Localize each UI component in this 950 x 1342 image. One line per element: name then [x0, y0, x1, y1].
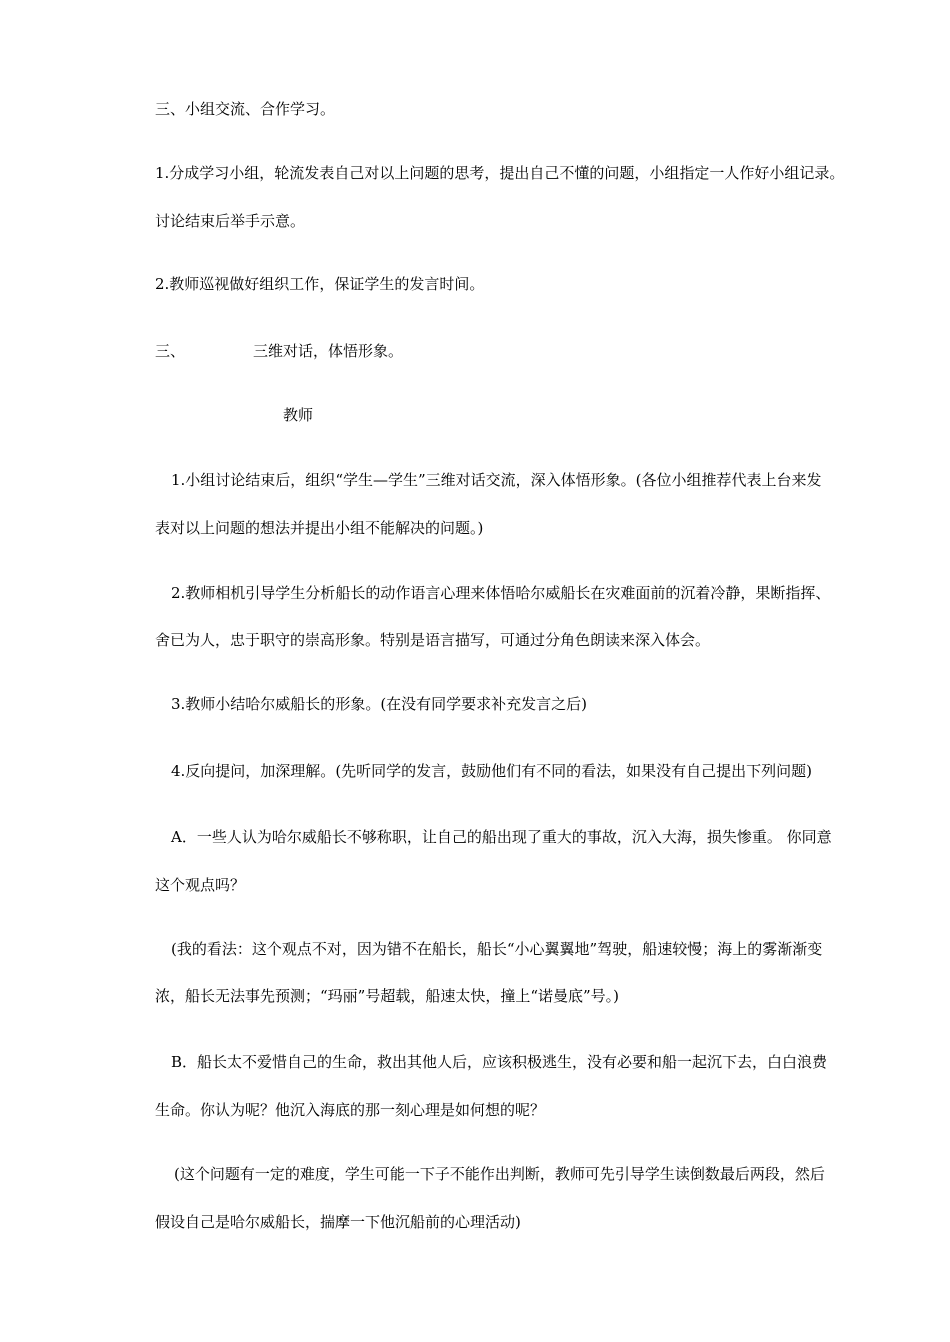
- section-heading: 三维对话，体悟形象。: [253, 342, 404, 360]
- paragraph-line: B．船长太不爱惜自己的生命，救出其他人后，应该积极逃生，没有必要和船一起沉下去，白白浪费: [171, 1053, 828, 1071]
- paragraph-line: 浓，船长无法事先预测；“玛丽”号超载，船速太快，撞上“诺曼底”号。): [155, 987, 620, 1005]
- paragraph-line: 2.教师巡视做好组织工作，保证学生的发言时间。: [155, 275, 485, 293]
- paragraph-line: 讨论结束后举手示意。: [155, 212, 306, 230]
- paragraph-line: 假设自己是哈尔威船长，揣摩一下他沉船前的心理活动): [155, 1213, 521, 1231]
- paragraph-line: (这个问题有一定的难度，学生可能一下子不能作出判断，教师可先引导学生读倒数最后两段，然后: [174, 1165, 825, 1183]
- paragraph-line: 1.小组讨论结束后，组织“学生—学生”三维对话交流，深入体悟形象。(各位小组推荐代表上台来发: [171, 471, 822, 489]
- section-heading: 三、小组交流、合作学习。: [155, 100, 336, 118]
- paragraph-line: A．一些人认为哈尔威船长不够称职，让自己的船出现了重大的事故，沉入大海，损失惨重。 你同意: [171, 828, 832, 846]
- paragraph-line: 4.反向提问，加深理解。(先听同学的发言，鼓励他们有不同的看法，如果没有自己提出下列问题): [171, 762, 813, 780]
- paragraph-line: 舍已为人，忠于职守的崇高形象。特别是语言描写，可通过分角色朗读来深入体会。: [155, 631, 711, 649]
- subheading-teacher: 教师: [283, 406, 314, 424]
- paragraph-line: 表对以上问题的想法并提出小组不能解决的问题。): [155, 519, 484, 537]
- section-heading-number: 三、: [155, 342, 186, 360]
- paragraph-line: 3.教师小结哈尔威船长的形象。(在没有同学要求补充发言之后): [171, 695, 588, 713]
- paragraph-line: 1.分成学习小组，轮流发表自己对以上问题的思考，提出自己不懂的问题，小组指定一人作好小组记录。: [155, 164, 845, 182]
- paragraph-line: (我的看法：这个观点不对，因为错不在船长，船长“小心翼翼地”驾驶，船速较慢；海上的雾渐渐变: [171, 940, 823, 958]
- paragraph-line: 2.教师相机引导学生分析船长的动作语言心理来体悟哈尔威船长在灾难面前的沉着冷静，果断指挥、: [171, 584, 831, 602]
- paragraph-line: 生命。你认为呢？他沉入海底的那一刻心理是如何想的呢？: [155, 1101, 546, 1119]
- paragraph-line: 这个观点吗？: [155, 876, 246, 894]
